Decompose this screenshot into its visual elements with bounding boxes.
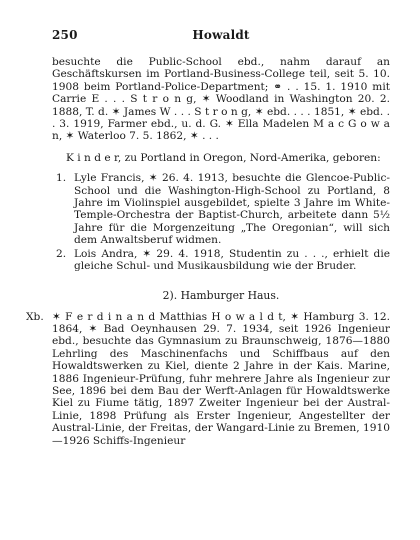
- section-heading: 2). Hamburger Haus.: [162, 288, 280, 302]
- child-text: Lyle Francis, ✶ 26. 4. 1913, besuchte die Glencoe-Public-School und die Washington-High-School zu Portland, 8 Jahre im Violinspiel ausgebildet, spielte 3 Jahre im White-Temple-Orchestra der Baptist-Church, arbeitete dann 5½ Jahre für die Morgenzeitung „The Oregonian“, will sich dem Anwaltsberuf widmen.: [74, 172, 390, 247]
- child-number: 1.: [56, 172, 67, 185]
- child-entry: [52, 248, 390, 273]
- child-number: 2.: [56, 247, 67, 260]
- running-head: Howaldt: [192, 28, 250, 42]
- genealogy-entry-wrap: [26, 311, 390, 447]
- children-list: [52, 172, 390, 272]
- child-entry: [52, 172, 390, 246]
- child-text: Lois Andra, ✶ 29. 4. 1918, Studentin zu . . ., erhielt die gleiche Schul- und Musikausbildung wie der Bruder.: [74, 247, 390, 273]
- page-number: 250: [52, 28, 78, 42]
- genealogy-entry: [26, 311, 390, 447]
- intro-paragraph: besuchte die Public-School ebd., nahm darauf an Geschäftskursen im Portland-Business-College teil, seit 5. 10. 1908 beim Portland-Police-Department; ⚭ . . 15. 1. 1910 mit Carrie E . . . S t r o n g, ✶ Woodland in Washington 20. 2. 1888, T. d. ✶ James W . . . S t r o n g, ✶ ebd. . . . 1851, ✶ ebd. . . 3. 1919, Farmer ebd., u. d. G. ✶ Ella Madelen M a c G o w a n, ✶ Waterloo 7. 5. 1862, ✶ . . .: [52, 56, 390, 143]
- page-header: [52, 28, 390, 48]
- entry-generation-mark: Xb.: [26, 310, 44, 323]
- entry-text: ✶ F e r d i n a n d Matthias H o w a l d t, ✶ Hamburg 3. 12. 1864, ✶ Bad Oeynhausen 29. 7. 1934, seit 1926 Ingenieur ebd., besuchte das Gymnasium zu Braunschweig, 1876—1880 Lehrling des Maschinenfachs und Schiffbaus auf den Howaldtswerken zu Kiel, diente 2 Jahre in der Kais. Marine, 1886 Ingenieur-Prüfung, fuhr mehrere Jahre als Ingenieur zur See, 1896 bei dem Bau der Werft-Anlagen für Howaldtswerke Kiel zu Fiume tätig, 1897 Zweiter Ingenieur bei der Austral-Linie, 1898 Prüfung als Erster Ingenieur, Angestellter der Austral-Linie, der Freitas, der Wangard-Linie zu Bremen, 1910—1926 Schiffs-Ingenieur: [52, 310, 390, 447]
- children-heading: K i n d e r, zu Portland in Oregon, Nord-Amerika, geboren:: [66, 151, 381, 164]
